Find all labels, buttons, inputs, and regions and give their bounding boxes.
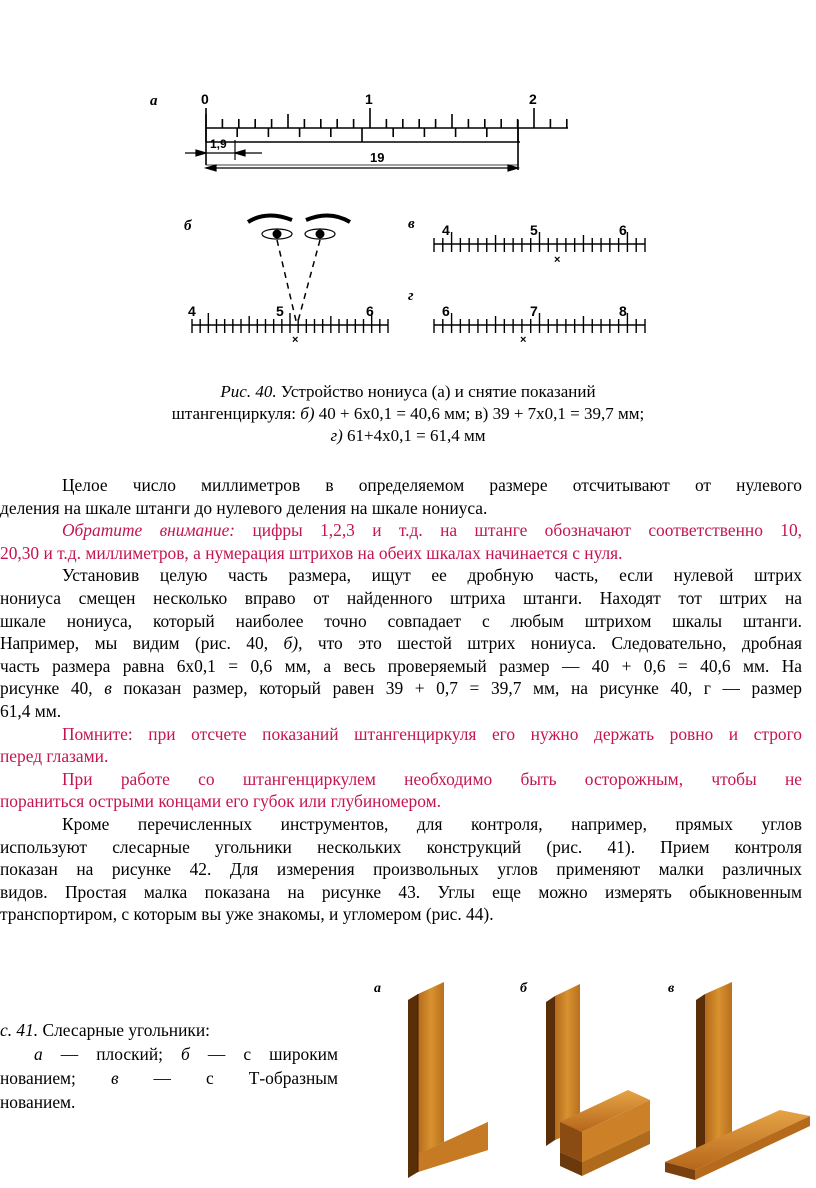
fig41-cap-line-2 (0, 1042, 338, 1066)
caption-40-line-3 (100, 425, 716, 447)
p3-line-4b: что это шестой штрих нониуса. Следовательно, дробная (302, 633, 803, 654)
p3-line-5: часть размера равна 6х0,1 = 0,6 мм, а весь проверяемый размер — 40 + 0,6 = 40,6 мм. На (0, 655, 802, 676)
p1-line-1: Целое число миллиметров в определяемом размере отсчитывают от нулевого (62, 475, 802, 495)
scale-b-number-5: 5 (276, 303, 284, 319)
p2-line-2: 20,30 и т.д. миллиметров, а нумерация штрихов на обеих шкалах начинается с нуля. (0, 542, 623, 563)
caption-40-text-2c: 40 + 6х0,1 = 40,6 мм; в) 39 + 7х0,1 = 39,7 мм; (314, 404, 645, 423)
scale-g-number-6: 6 (442, 303, 450, 319)
figure-41 (360, 972, 810, 1184)
main-scale (206, 108, 568, 128)
p6-line-2: используют слесарные угольники нескольких конструкций (рис. 41). Прием контроля (0, 836, 802, 857)
fig40-label-g: г (408, 288, 414, 304)
scale-g-number-8: 8 (619, 303, 627, 319)
scale-g (434, 313, 645, 333)
caption-40-line-1 (100, 381, 716, 403)
p3-line-4 (0, 632, 802, 655)
fig41-cap-ref: с. 41. (0, 1020, 39, 1040)
p3-line-6-em: в (104, 678, 112, 699)
fig40-label-v: в (408, 216, 415, 232)
eyes-icon (248, 215, 350, 325)
fig41-label-b: б (520, 981, 527, 996)
p3-line-2: нониуса смещен несколько вправо от найденного штриха штанги. Находят тот штрих на (0, 587, 802, 608)
caption-40-ref: Рис. 40. (220, 382, 277, 401)
p2-emphasis: Обратите внимание: (62, 520, 236, 541)
p6-line-4: видов. Простая малка показана на рисунке 43. Углы еще можно измерять обыкновенным (0, 881, 802, 902)
p2-line-1 (0, 519, 802, 542)
fig41-cap-3a: нованием; (0, 1068, 111, 1088)
p3-line-6b: показан размер, который равен 39 + 0,7 = 39,7 мм, на рисунке 40, г — размер (111, 678, 802, 699)
fig41-cap-line-4: нованием. (0, 1092, 76, 1112)
fig40-label-b: б (184, 218, 192, 234)
scale-v-number-5: 5 (530, 222, 538, 238)
scale-b-mark: × (292, 334, 299, 346)
figure-41-caption (0, 1018, 338, 1114)
caption-40-text-3b: 61+4х0,1 = 61,4 мм (342, 426, 486, 445)
caption-40-text-2b: б) (300, 404, 315, 423)
p1-line-2: деления на шкале штанги до нулевого деления на шкале нониуса. (0, 497, 488, 518)
p3-line-6a: рисунке 40, (0, 678, 105, 699)
figure-40 (140, 80, 660, 355)
flat-square-icon (408, 982, 488, 1178)
t-base-square-icon (665, 982, 810, 1180)
p3-line-3: шкале нониуса, который наиболее точно совпадает с любым штрихом шкалы штанги. (0, 610, 802, 631)
caption-40-line-2 (100, 403, 716, 425)
fig40-label-a: а (150, 93, 158, 109)
caption-40-text-2a: штангенциркуля: (171, 404, 301, 423)
dim-large-label: 19 (370, 150, 385, 165)
p5-line-2: пораниться острыми концами его губок или глубиномером. (0, 791, 441, 812)
fig41-cap-line-3 (0, 1066, 338, 1090)
p6-line-3: показан на рисунке 42. Для измерения произвольных углов применяют малки различных (0, 859, 802, 880)
p3-line-1: Установив целую часть размера, ищут ее дробную часть, если нулевой штрих (62, 565, 802, 586)
fig41-cap-text-1: Слесарные угольники: (38, 1020, 211, 1040)
p6-line-5: транспортиром, с которым вы уже знакомы, и угломером (рис. 44). (0, 904, 494, 925)
scale-v (434, 232, 645, 252)
main-scale-number-2: 2 (529, 91, 537, 107)
p3-line-4-em: б), (283, 633, 303, 654)
p3-line-4a: Например, мы видим (рис. 40, (0, 633, 284, 654)
p5-line-1: При работе со штангенциркулем необходимо быть осторожным, чтобы не (62, 768, 802, 789)
vernier-scale (206, 114, 520, 170)
scale-v-number-4: 4 (442, 222, 450, 238)
p4-line-2: перед глазами. (0, 746, 109, 767)
fig41-cap-2d: — с широким (189, 1044, 338, 1064)
fig41-cap-3c: — с Т-образным (118, 1068, 338, 1088)
p4-line-1: Помните: при отсчете показаний штангенциркуля его нужно держать ровно и строго (62, 723, 802, 744)
figure-40-caption (100, 381, 716, 447)
fig41-cap-line-1 (0, 1018, 338, 1042)
caption-40-text-1: Устройство нониуса (а) и снятие показаний (276, 382, 596, 401)
p3-line-6 (0, 677, 802, 700)
fig41-cap-2c: б (181, 1044, 190, 1064)
p6-line-1: Кроме перечисленных инструментов, для контроля, например, прямых углов (62, 813, 802, 834)
scale-v-number-6: 6 (619, 222, 627, 238)
body-text (0, 474, 802, 926)
dimension-lines (185, 140, 518, 171)
p3-line-7: 61,4 мм. (0, 700, 62, 721)
scale-b-number-4: 4 (188, 303, 196, 319)
p2-line-1-rest: цифры 1,2,3 и т.д. на штанге обозначают соответственно 10, (235, 520, 802, 541)
dim-small-label: 1,9 (210, 137, 227, 151)
scale-b-number-6: 6 (366, 303, 374, 319)
scale-g-mark: × (520, 334, 527, 346)
scale-g-number-7: 7 (530, 303, 538, 319)
fig41-cap-2b: — плоский; (42, 1044, 182, 1064)
fig41-label-v: в (668, 981, 675, 996)
caption-40-text-3a: г) (330, 426, 343, 445)
fig41-label-a: а (374, 981, 381, 996)
scale-b (192, 313, 388, 333)
main-scale-number-0: 0 (201, 91, 209, 107)
fig41-cap-3b: в (110, 1068, 119, 1088)
fig41-cap-2a: а (34, 1044, 43, 1064)
wide-base-square-icon (546, 984, 650, 1176)
scale-v-mark: × (554, 254, 561, 266)
main-scale-number-1: 1 (365, 91, 373, 107)
